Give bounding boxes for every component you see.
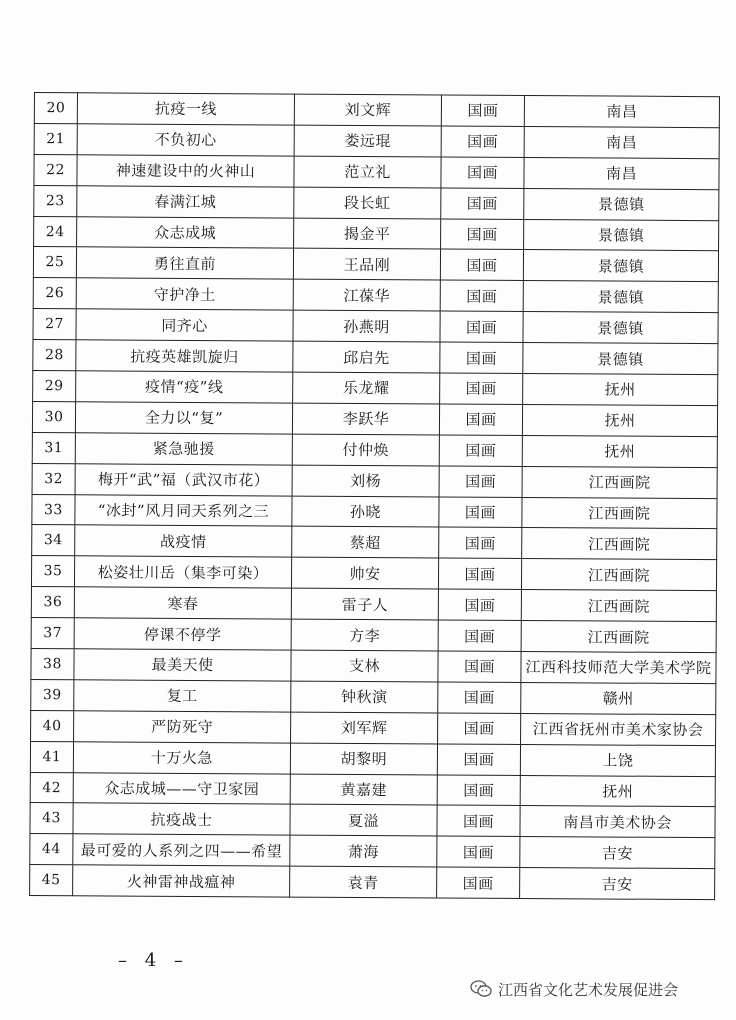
author-cell: 萧海 <box>290 835 437 867</box>
work-title-cell: 最美天使 <box>74 649 291 681</box>
unit-cell: 江西画院 <box>521 621 716 653</box>
row-number-cell: 40 <box>31 710 74 741</box>
author-cell: 段长虹 <box>294 187 441 219</box>
row-number-cell: 33 <box>32 494 75 525</box>
table-row <box>32 463 717 498</box>
author-cell: 刘军辉 <box>291 712 438 744</box>
row-number-cell: 45 <box>30 865 73 896</box>
row-number-cell: 35 <box>31 556 74 587</box>
unit-cell: 抚州 <box>523 374 718 406</box>
category-cell: 国画 <box>440 342 523 373</box>
work-title-cell: 抗疫英雄凯旋归 <box>76 340 293 372</box>
work-title-cell: 紧急驰援 <box>75 433 292 465</box>
author-cell: 蔡超 <box>292 527 439 559</box>
table-row <box>34 123 719 158</box>
wechat-icon <box>470 980 492 998</box>
table-row <box>33 340 718 375</box>
unit-cell: 抚州 <box>522 404 717 436</box>
category-cell: 国画 <box>439 466 522 497</box>
category-cell: 国画 <box>437 775 520 806</box>
work-title-cell: 最可爱的人系列之四——希望 <box>73 834 290 866</box>
unit-cell: 江西画院 <box>522 528 717 560</box>
author-cell: 刘文辉 <box>294 94 441 126</box>
category-cell: 国画 <box>437 805 520 836</box>
work-title-cell: 众志成城——守卫家园 <box>73 772 290 804</box>
author-cell: 支林 <box>291 650 438 682</box>
row-number-cell: 27 <box>33 309 76 340</box>
category-cell: 国画 <box>437 867 520 898</box>
work-title-cell: 停课不停学 <box>74 618 291 650</box>
unit-cell: 吉安 <box>520 837 715 869</box>
category-cell: 国画 <box>440 373 523 404</box>
work-title-cell: 春满江城 <box>77 185 294 217</box>
unit-cell: 上饶 <box>520 744 715 776</box>
category-cell: 国画 <box>440 249 523 280</box>
work-title-cell: 神速建设中的火神山 <box>77 155 294 187</box>
row-number-cell: 34 <box>32 525 75 556</box>
author-cell: 范立礼 <box>294 156 441 188</box>
work-title-cell: 勇往直前 <box>76 247 293 279</box>
row-number-cell: 39 <box>31 679 74 710</box>
row-number-cell: 32 <box>32 463 75 494</box>
table-row <box>32 401 717 436</box>
page-number: – 4 – <box>118 950 189 971</box>
row-number-cell: 30 <box>32 401 75 432</box>
author-cell: 雷子人 <box>291 588 438 620</box>
table-row <box>30 865 715 900</box>
unit-cell: 江西画院 <box>522 497 717 529</box>
work-title-cell: 疫情“疫”线 <box>76 371 293 403</box>
table-row <box>31 618 716 653</box>
row-number-cell: 36 <box>31 587 74 618</box>
table-row <box>34 154 719 189</box>
unit-cell: 江西画院 <box>521 559 716 591</box>
author-cell: 胡黎明 <box>290 743 437 775</box>
unit-cell: 赣州 <box>521 682 716 714</box>
table-row <box>30 803 715 838</box>
category-cell: 国画 <box>438 713 521 744</box>
table-row <box>31 556 716 591</box>
author-cell: 孙晓 <box>292 496 439 528</box>
work-title-cell: 寒春 <box>74 587 291 619</box>
row-number-cell: 21 <box>34 123 77 154</box>
unit-cell: 景德镇 <box>523 312 718 344</box>
works-table <box>29 92 720 900</box>
category-cell: 国画 <box>438 558 521 589</box>
table-row <box>31 710 716 745</box>
unit-cell: 南昌 <box>524 95 719 127</box>
row-number-cell: 37 <box>31 618 74 649</box>
row-number-cell: 25 <box>33 247 76 278</box>
category-cell: 国画 <box>441 126 524 157</box>
row-number-cell: 38 <box>31 649 74 680</box>
category-cell: 国画 <box>441 188 524 219</box>
works-table-wrapper <box>29 92 720 900</box>
category-cell: 国画 <box>439 435 522 466</box>
unit-cell: 抚州 <box>522 435 717 467</box>
author-cell: 方李 <box>291 619 438 651</box>
category-cell: 国画 <box>439 497 522 528</box>
author-cell: 王品刚 <box>293 249 440 281</box>
author-cell: 刘杨 <box>292 465 439 497</box>
work-title-cell: 同齐心 <box>76 309 293 341</box>
author-cell: 乐龙耀 <box>293 372 440 404</box>
table-row <box>33 309 718 344</box>
unit-cell: 抚州 <box>520 775 715 807</box>
author-cell: 付仲焕 <box>292 434 439 466</box>
work-title-cell: 守护净土 <box>76 278 293 310</box>
author-cell: 钟秋演 <box>291 681 438 713</box>
table-row <box>34 185 719 220</box>
work-title-cell: 十万火急 <box>73 741 290 773</box>
table-row <box>31 679 716 714</box>
unit-cell: 景德镇 <box>523 281 718 313</box>
row-number-cell: 43 <box>30 803 73 834</box>
table-row <box>31 649 716 684</box>
table-row <box>31 587 716 622</box>
category-cell: 国画 <box>437 836 520 867</box>
table-row <box>33 247 718 282</box>
row-number-cell: 28 <box>33 340 76 371</box>
author-cell: 帅安 <box>291 557 438 589</box>
work-title-cell: 全力以“复” <box>75 402 292 434</box>
row-number-cell: 23 <box>34 185 77 216</box>
work-title-cell: 火神雷神战瘟神 <box>73 865 290 897</box>
unit-cell: 南昌市美术协会 <box>520 806 715 838</box>
unit-cell: 景德镇 <box>523 250 718 282</box>
author-cell: 揭金平 <box>294 218 441 250</box>
table-row <box>34 216 719 251</box>
unit-cell: 景德镇 <box>523 343 718 375</box>
category-cell: 国画 <box>441 219 524 250</box>
author-cell: 黄嘉建 <box>290 774 437 806</box>
table-row <box>34 93 719 128</box>
work-title-cell: 梅开“武”福（武汉市花） <box>75 463 292 495</box>
row-number-cell: 29 <box>33 371 76 402</box>
work-title-cell: 松姿壮川岳（集李可染） <box>74 556 291 588</box>
work-title-cell: 抗疫战士 <box>73 803 290 835</box>
row-number-cell: 22 <box>34 154 77 185</box>
row-number-cell: 20 <box>34 93 77 124</box>
author-cell: 夏溢 <box>290 805 437 837</box>
unit-cell: 吉安 <box>520 868 715 900</box>
category-cell: 国画 <box>438 620 521 651</box>
category-cell: 国画 <box>439 404 522 435</box>
table-row <box>32 432 717 467</box>
row-number-cell: 41 <box>30 741 73 772</box>
works-table-body <box>30 93 720 900</box>
footer-brand-text: 江西省文化艺术发展促进会 <box>498 980 679 999</box>
unit-cell: 南昌 <box>524 157 719 189</box>
work-title-cell: “冰封”风月同天系列之三 <box>75 494 292 526</box>
author-cell: 袁青 <box>290 866 437 898</box>
row-number-cell: 24 <box>34 216 77 247</box>
row-number-cell: 31 <box>32 432 75 463</box>
row-number-cell: 44 <box>30 834 73 865</box>
table-row <box>32 525 717 560</box>
author-cell: 娄远琨 <box>294 125 441 157</box>
category-cell: 国画 <box>441 95 524 126</box>
unit-cell: 南昌 <box>524 126 719 158</box>
category-cell: 国画 <box>438 682 521 713</box>
table-row <box>30 772 715 807</box>
author-cell: 江葆华 <box>293 279 440 311</box>
unit-cell: 江西科技师范大学美术学院 <box>521 652 716 684</box>
row-number-cell: 26 <box>33 278 76 309</box>
category-cell: 国画 <box>440 280 523 311</box>
table-row <box>33 278 718 313</box>
author-cell: 邱启先 <box>293 341 440 373</box>
author-cell: 孙燕明 <box>293 310 440 342</box>
unit-cell: 景德镇 <box>524 219 719 251</box>
work-title-cell: 战疫情 <box>75 525 292 557</box>
category-cell: 国画 <box>437 744 520 775</box>
table-row <box>33 371 718 406</box>
row-number-cell: 42 <box>30 772 73 803</box>
table-row <box>30 741 715 776</box>
category-cell: 国画 <box>438 589 521 620</box>
unit-cell: 江西画院 <box>521 590 716 622</box>
unit-cell: 江西画院 <box>522 466 717 498</box>
work-title-cell: 复工 <box>74 680 291 712</box>
work-title-cell: 不负初心 <box>77 124 294 156</box>
author-cell: 李跃华 <box>292 403 439 435</box>
category-cell: 国画 <box>439 527 522 558</box>
unit-cell: 江西省抚州市美术家协会 <box>521 713 716 745</box>
table-row <box>30 834 715 869</box>
work-title-cell: 众志成城 <box>77 216 294 248</box>
category-cell: 国画 <box>438 651 521 682</box>
table-row <box>32 494 717 529</box>
work-title-cell: 严防死守 <box>74 711 291 743</box>
category-cell: 国画 <box>441 157 524 188</box>
category-cell: 国画 <box>440 311 523 342</box>
work-title-cell: 抗疫一线 <box>77 93 294 125</box>
unit-cell: 景德镇 <box>524 188 719 220</box>
footer-brand <box>470 977 678 1001</box>
